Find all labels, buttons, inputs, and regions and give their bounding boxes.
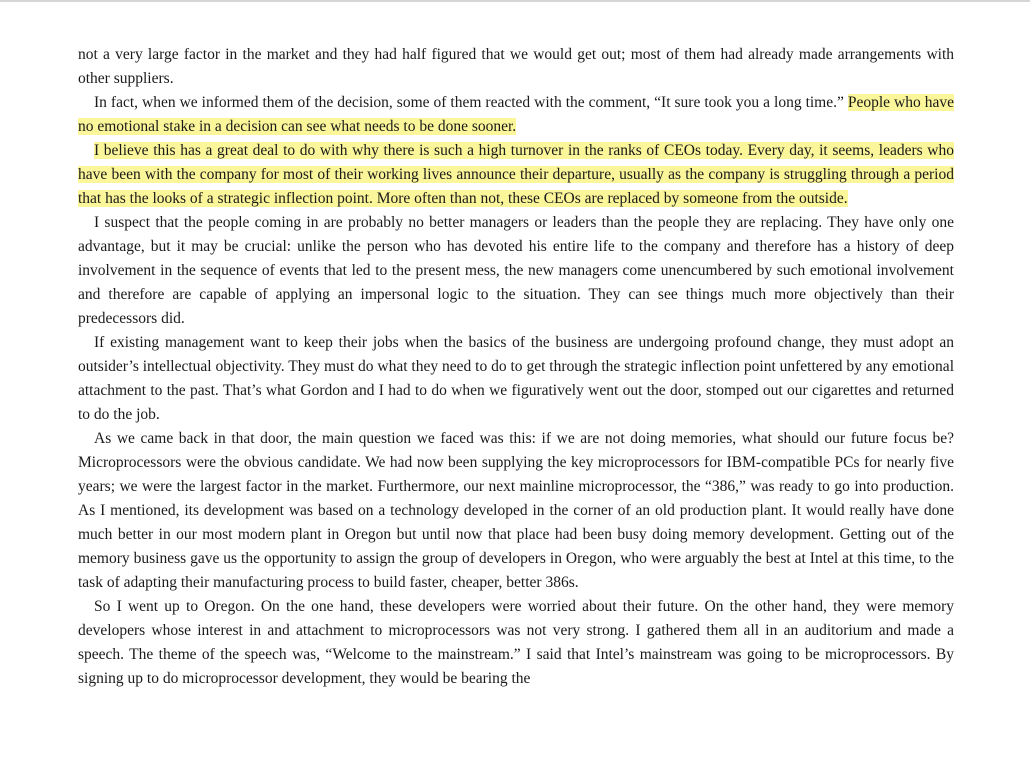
highlighted-text[interactable]: People who have no emotional stake in a decision can see what needs to be done sooner. bbox=[78, 94, 955, 135]
highlighted-text[interactable]: I believe this has a great deal to do with why there is such a high turnover in the ranks of CEOs today. Every day, it seems, leaders who have been with the company for most of their working lives announce their departure, usually as the company is struggling through a period that has the looks of a strategic inflection point. More often than not, these CEOs are replaced by someone from the outside. bbox=[78, 142, 954, 207]
text-segment: I suspect that the people coming in are probably no better managers or leaders than the people they are replacing. They have only one advantage, but it may be crucial: unlike the person who has devoted his entire life to the company and therefore has a history of deep involvement in the sequence of events that led to the present mess, the new managers come unencumbered by such emotional involvement and therefore are capable of applying an impersonal logic to the situation. They can see things much more objectively than their predecessors did. bbox=[78, 214, 954, 327]
text-segment: If existing management want to keep their jobs when the basics of the business are undergoing profound change, they must adopt an outsider’s intellectual objectivity. They must do what they need to do to get through the strategic inflection point unfettered by any emotional attachment to the past. That’s what Gordon and I had to do when we figuratively went out the door, stomped out our cigarettes and returned to do the job. bbox=[78, 334, 954, 423]
paragraph-1 bbox=[78, 43, 954, 91]
paragraph-7 bbox=[78, 595, 954, 691]
text-segment: In fact, when we informed them of the decision, some of them reacted with the comment, “It sure took you a long time.” bbox=[94, 94, 848, 111]
text-segment: not a very large factor in the market and they had half figured that we would get out; most of them had already made arrangements with other suppliers. bbox=[78, 46, 954, 87]
paragraph-3 bbox=[78, 139, 954, 211]
top-border bbox=[0, 0, 1030, 2]
paragraph-4 bbox=[78, 211, 954, 331]
document-page bbox=[78, 43, 954, 691]
text-segment: So I went up to Oregon. On the one hand, these developers were worried about their future. On the other hand, they were memory developers whose interest in and attachment to microprocessors was not very strong. I gathered them all in an auditorium and made a speech. The theme of the speech was, “Welcome to the mainstream.” I said that Intel’s mainstream was going to be microprocessors. By signing up to do microprocessor development, they would be bearing the bbox=[78, 598, 954, 687]
paragraph-5 bbox=[78, 331, 954, 427]
paragraph-6 bbox=[78, 427, 954, 595]
text-segment: As we came back in that door, the main question we faced was this: if we are not doing memories, what should our future focus be? Microprocessors were the obvious candidate. We had now been supplying the key microprocessors for IBM-compatible PCs for nearly five years; we were the largest factor in the market. Furthermore, our next mainline microprocessor, the “386,” was ready to go into production. As I mentioned, its development was based on a technology developed in the corner of an old production plant. It would really have done much better in our most modern plant in Oregon but until now that place had been busy doing memory development. Getting out of the memory business gave us the opportunity to assign the group of developers in Oregon, who were arguably the best at Intel at this time, to the task of adapting their manufacturing process to build faster, cheaper, better 386s. bbox=[78, 430, 954, 591]
paragraph-2 bbox=[78, 91, 954, 139]
